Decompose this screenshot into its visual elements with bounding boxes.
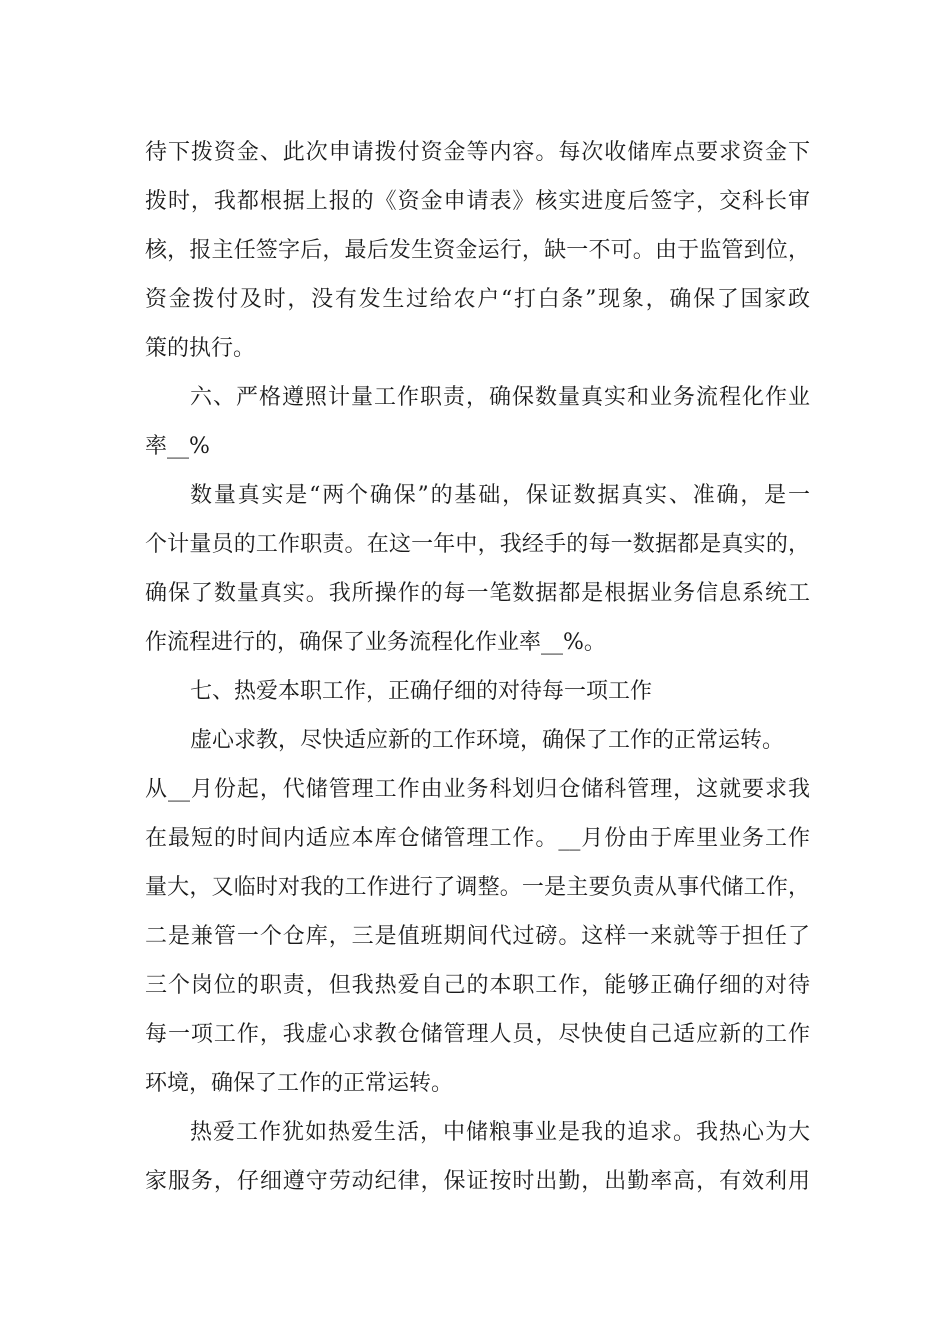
text-line: 家服务，仔细遵守劳动纪律，保证按时出勤，出勤率高，有效利用 <box>145 1169 810 1194</box>
text-line: 拨时，我都根据上报的《资金申请表》核实进度后签字，交科长审 <box>145 189 810 214</box>
text-line: 热爱工作犹如热爱生活，中储粮事业是我的追求。我热心为大 <box>190 1120 810 1145</box>
text-line: 在最短的时间内适应本库仓储管理工作。__月份由于库里业务工作 <box>145 826 810 851</box>
text-line: 策的执行。 <box>145 336 256 361</box>
text-line: 资金拨付及时，没有发生过给农户“打白条”现象，确保了国家政 <box>145 287 810 312</box>
text-line: 个计量员的工作职责。在这一年中，我经手的每一数据都是真实的， <box>145 532 810 557</box>
text-line: 核，报主任签字后，最后发生资金运行，缺一不可。由于监管到位， <box>145 238 810 263</box>
section-heading-7: 七、热爱本职工作，正确仔细的对待每一项工作 <box>190 679 653 704</box>
text-line: 从__月份起，代储管理工作由业务科划归仓储科管理，这就要求我 <box>145 777 810 802</box>
text-line: 数量真实是“两个确保”的基础，保证数据真实、准确，是一 <box>190 483 810 508</box>
text-line: 作流程进行的，确保了业务流程化作业率__%。 <box>145 630 606 655</box>
text-line: 确保了数量真实。我所操作的每一笔数据都是根据业务信息系统工 <box>145 581 810 606</box>
document-body <box>145 128 810 1206</box>
text-line: 待下拨资金、此次申请拨付资金等内容。每次收储库点要求资金下 <box>145 140 810 165</box>
section-heading-6-cont: 率__% <box>145 434 210 459</box>
text-line: 二是兼管一个仓库，三是值班期间代过磅。这样一来就等于担任了 <box>145 924 810 949</box>
text-line: 虚心求教，尽快适应新的工作环境，确保了工作的正常运转。 <box>190 728 785 753</box>
text-line: 每一项工作，我虚心求教仓储管理人员，尽快使自己适应新的工作 <box>145 1022 810 1047</box>
text-line: 量大，又临时对我的工作进行了调整。一是主要负责从事代储工作， <box>145 875 810 900</box>
text-line: 三个岗位的职责，但我热爱自己的本职工作，能够正确仔细的对待 <box>145 973 810 998</box>
section-heading-6: 六、严格遵照计量工作职责，确保数量真实和业务流程化作业 <box>190 385 810 410</box>
text-line: 环境，确保了工作的正常运转。 <box>145 1071 454 1096</box>
